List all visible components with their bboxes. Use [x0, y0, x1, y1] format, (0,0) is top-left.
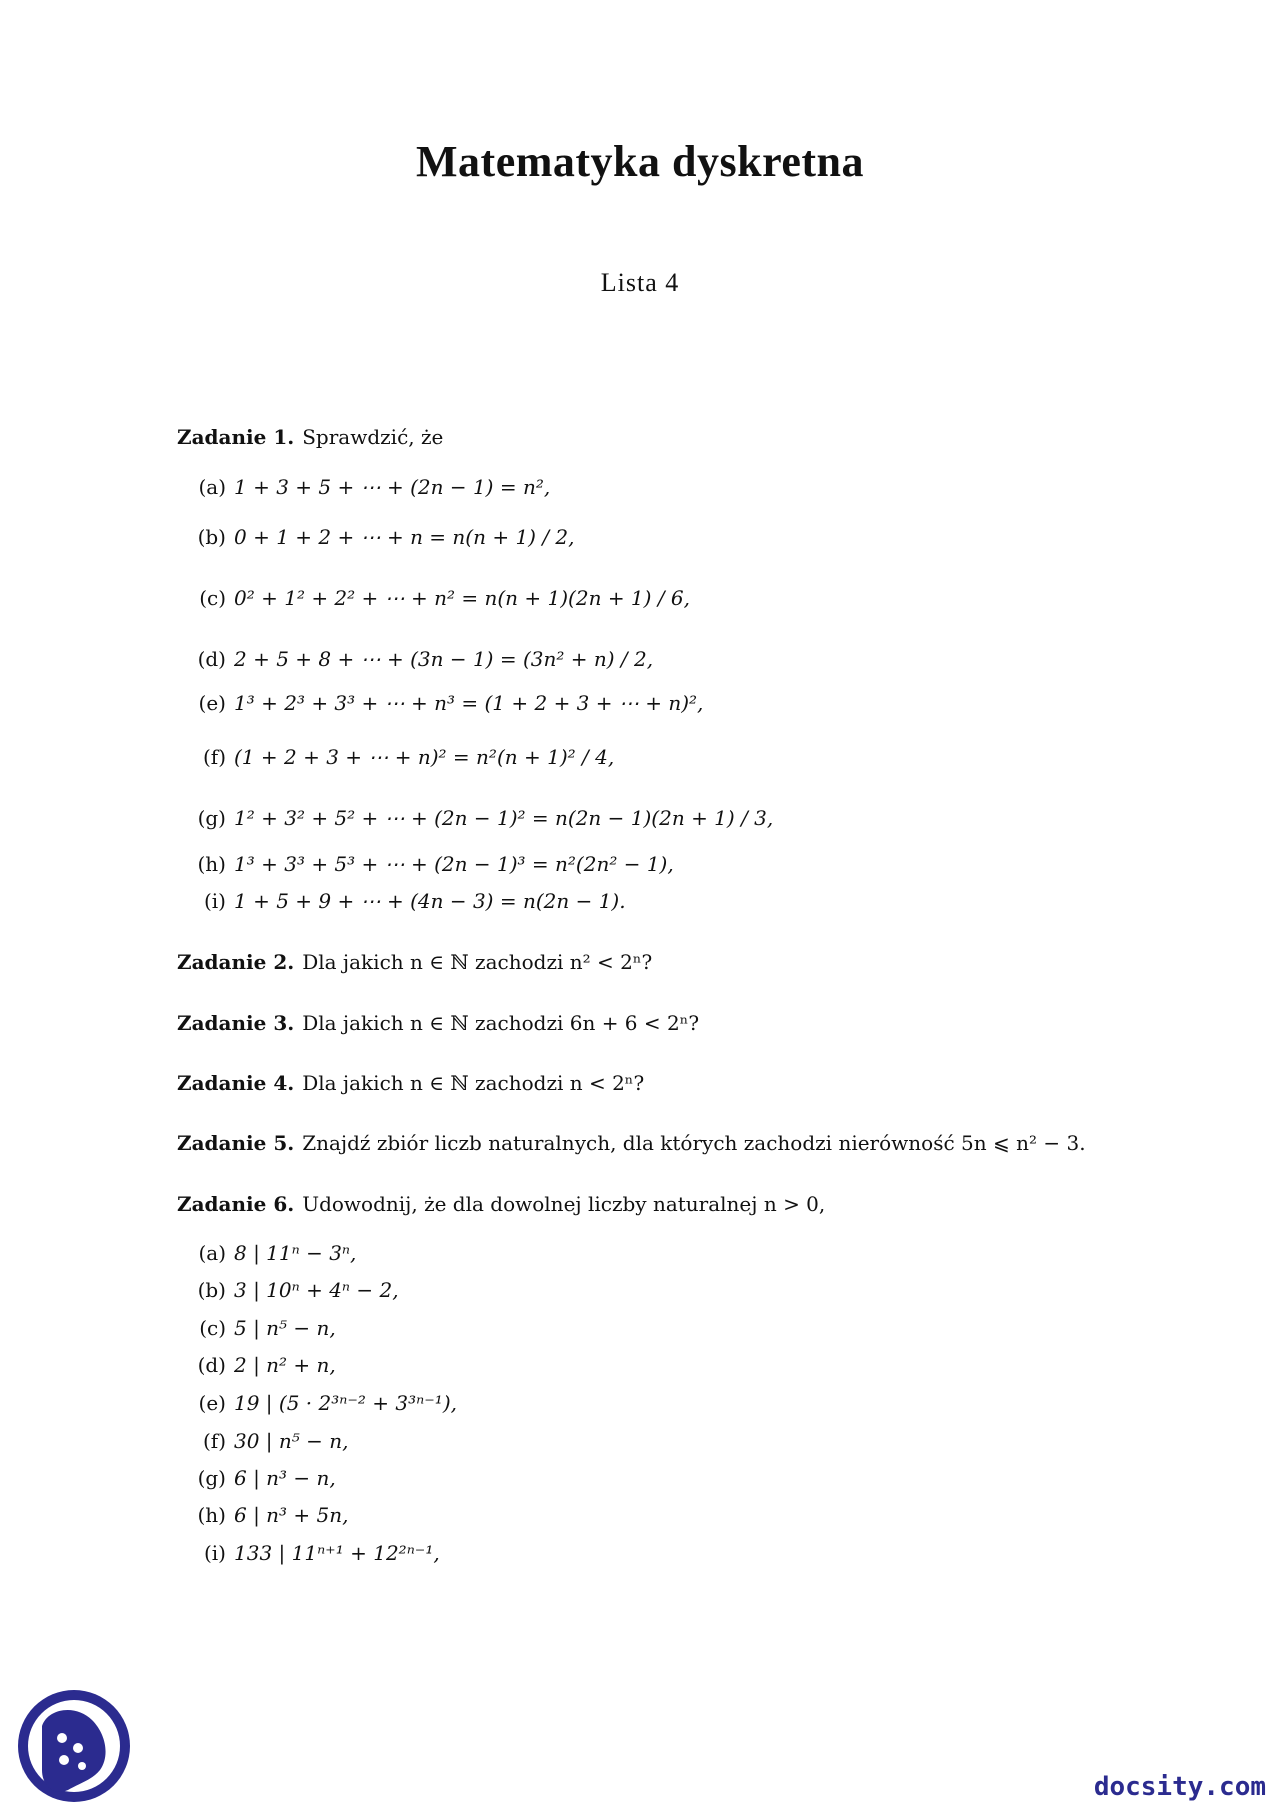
item-expression: 0 + 1 + 2 + ⋯ + n = n(n + 1) / 2, [234, 525, 575, 549]
item-expression: 6 | n³ + 5n, [234, 1503, 349, 1527]
list-item [184, 1428, 349, 1454]
item-label: (f) [202, 745, 226, 769]
item-expression: 6 | n³ − n, [234, 1466, 336, 1490]
task-6 [177, 1192, 825, 1216]
item-label: (b) [197, 525, 226, 549]
page-subtitle: Lista 4 [600, 268, 680, 297]
item-label: (f) [202, 1429, 226, 1453]
task-text: Sprawdzić, że [302, 425, 444, 449]
list-item [184, 690, 703, 716]
item-label: (i) [203, 1541, 226, 1565]
list-item [184, 805, 773, 831]
item-label: (c) [199, 1316, 226, 1340]
list-item [184, 646, 653, 672]
item-label: (e) [198, 1391, 226, 1415]
item-label: (h) [197, 852, 226, 876]
task-label: Zadanie 1. [177, 425, 295, 449]
item-expression: (1 + 2 + 3 + ⋯ + n)² = n²(n + 1)² / 4, [234, 745, 615, 769]
task-text: Dla jakich n ∈ ℕ zachodzi n² < 2ⁿ? [302, 950, 653, 974]
list-item [184, 1390, 457, 1416]
item-label: (c) [199, 586, 226, 610]
task-text: Znajdź zbiór liczb naturalnych, dla których zachodzi nierówność 5n ⩽ n² − 3. [302, 1131, 1086, 1155]
item-expression: 1² + 3² + 5² + ⋯ + (2n − 1)² = n(2n − 1)(2n + 1) / 3, [234, 806, 774, 830]
docsity-logo-icon[interactable] [14, 1686, 134, 1806]
item-label: (g) [197, 806, 226, 830]
item-expression: 2 + 5 + 8 + ⋯ + (3n − 1) = (3n² + n) / 2, [234, 647, 654, 671]
item-label: (d) [197, 647, 226, 671]
list-item [184, 1465, 336, 1491]
item-expression: 3 | 10ⁿ + 4ⁿ − 2, [234, 1278, 399, 1302]
task-5 [177, 1131, 1086, 1155]
item-expression: 1³ + 3³ + 5³ + ⋯ + (2n − 1)³ = n²(2n² − 1), [234, 852, 674, 876]
list-item [184, 1277, 399, 1303]
task-text: Udowodnij, że dla dowolnej liczby naturalnej n > 0, [302, 1192, 826, 1216]
item-expression: 1³ + 2³ + 3³ + ⋯ + n³ = (1 + 2 + 3 + ⋯ + n)², [234, 691, 704, 715]
list-item [184, 1315, 336, 1341]
item-expression: 19 | (5 · 2³ⁿ⁻² + 3³ⁿ⁻¹), [234, 1391, 457, 1415]
item-label: (i) [203, 889, 226, 913]
task-3 [177, 1011, 699, 1035]
item-label: (h) [197, 1503, 226, 1527]
item-label: (a) [198, 1241, 226, 1265]
task-2 [177, 950, 652, 974]
list-item [184, 524, 575, 550]
item-label: (d) [197, 1353, 226, 1377]
docsity-brand-link[interactable]: docsity.com [1093, 1772, 1266, 1802]
item-expression: 1 + 5 + 9 + ⋯ + (4n − 3) = n(2n − 1). [234, 889, 626, 913]
item-expression: 2 | n² + n, [234, 1353, 336, 1377]
task-text: Dla jakich n ∈ ℕ zachodzi 6n + 6 < 2ⁿ? [302, 1011, 700, 1035]
list-item [184, 888, 626, 914]
task-text: Dla jakich n ∈ ℕ zachodzi n < 2ⁿ? [302, 1071, 645, 1095]
list-item [184, 1502, 349, 1528]
item-label: (a) [198, 475, 226, 499]
list-item [184, 1540, 440, 1566]
item-expression: 30 | n⁵ − n, [234, 1429, 349, 1453]
item-label: (e) [198, 691, 226, 715]
list-item [184, 585, 690, 611]
task-label: Zadanie 6. [177, 1192, 295, 1216]
task-4 [177, 1071, 644, 1095]
list-item [184, 851, 674, 877]
item-expression: 0² + 1² + 2² + ⋯ + n² = n(n + 1)(2n + 1) / 6, [234, 586, 690, 610]
task-1 [177, 425, 443, 449]
item-expression: 133 | 11ⁿ⁺¹ + 12²ⁿ⁻¹, [234, 1541, 440, 1565]
task-label: Zadanie 3. [177, 1011, 295, 1035]
list-item [184, 744, 614, 770]
task-label: Zadanie 4. [177, 1071, 295, 1095]
item-expression: 8 | 11ⁿ − 3ⁿ, [234, 1241, 357, 1265]
task-label: Zadanie 2. [177, 950, 295, 974]
item-label: (g) [197, 1466, 226, 1490]
list-item [184, 1240, 356, 1266]
page-title: Matematyka dyskretna [416, 137, 864, 186]
item-label: (b) [197, 1278, 226, 1302]
list-item [184, 1352, 336, 1378]
item-expression: 5 | n⁵ − n, [234, 1316, 336, 1340]
task-label: Zadanie 5. [177, 1131, 295, 1155]
list-item [184, 474, 550, 500]
item-expression: 1 + 3 + 5 + ⋯ + (2n − 1) = n², [234, 475, 551, 499]
